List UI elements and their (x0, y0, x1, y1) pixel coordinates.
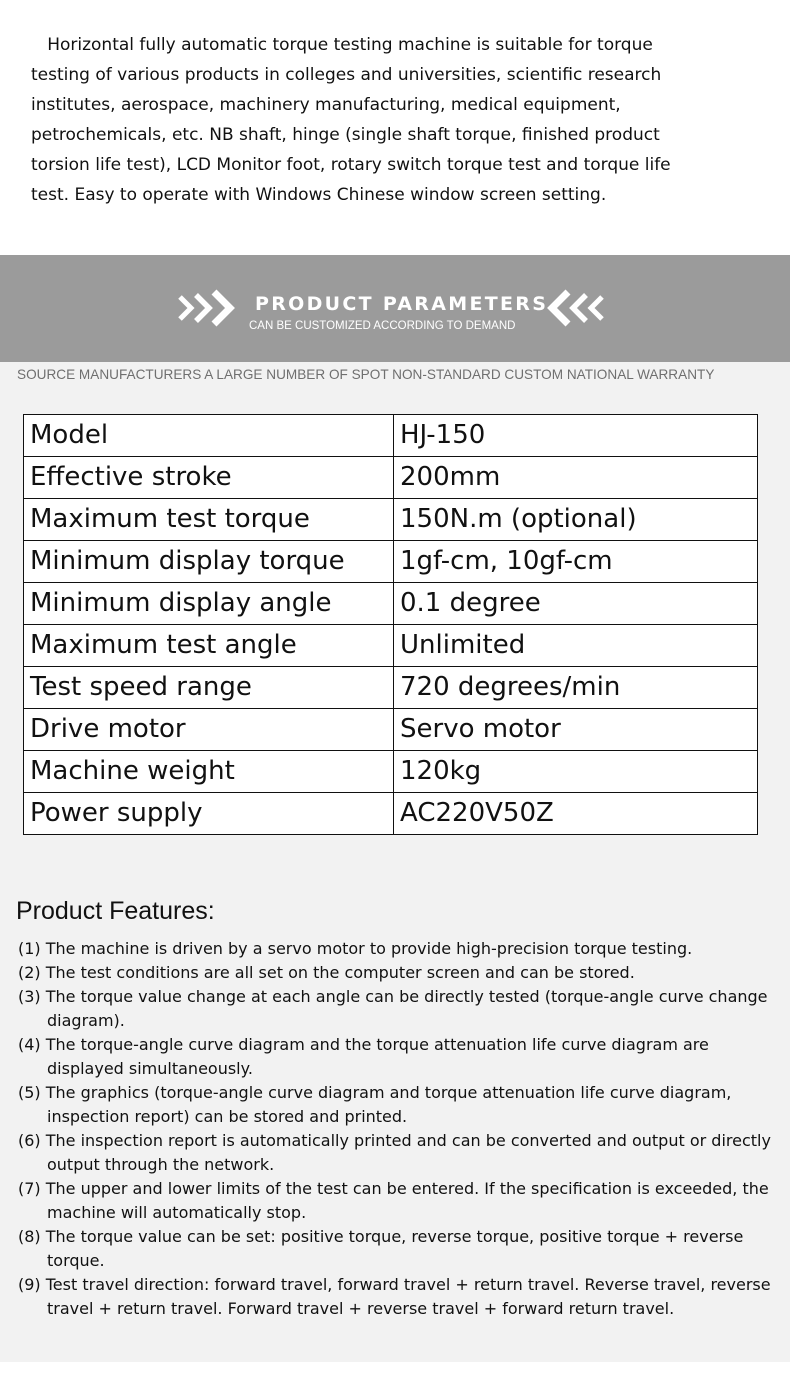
list-item: (9) Test travel direction: forward travel, forward travel + return travel. Reverse travel, reverse travel + return travel. Forward travel + reverse travel + forward return travel. (18, 1275, 771, 1318)
features-list (18, 937, 778, 1321)
intro-paragraph (31, 30, 771, 210)
table-row (24, 709, 758, 751)
table-row (24, 541, 758, 583)
list-item: (2) The test conditions are all set on the computer screen and can be stored. (18, 963, 635, 982)
list-item: (4) The torque-angle curve diagram and the torque attenuation life curve diagram are displayed simultaneously. (18, 1035, 709, 1078)
list-item: (1) The machine is driven by a servo motor to provide high-precision torque testing. (18, 939, 693, 958)
table-row (24, 415, 758, 457)
intro-line: institutes, aerospace, machinery manufacturing, medical equipment, (31, 95, 621, 115)
parameter-value: 120kg (394, 751, 758, 793)
parameter-label: Drive motor (24, 709, 394, 751)
table-row (24, 667, 758, 709)
parameter-label: Model (24, 415, 394, 457)
features-heading: Product Features: (16, 897, 215, 925)
parameter-label: Test speed range (24, 667, 394, 709)
warranty-slogan: SOURCE MANUFACTURERS A LARGE NUMBER OF SPOT NON-STANDARD CUSTOM NATIONAL WARRANTY (17, 367, 715, 382)
banner-title: PRODUCT PARAMETERS (255, 293, 549, 315)
chevrons-left-icon (540, 288, 606, 328)
list-item: (6) The inspection report is automatically printed and can be converted and output or directly output through the network. (18, 1131, 771, 1174)
table-row (24, 583, 758, 625)
product-parameters-banner (0, 255, 790, 362)
parameter-label: Minimum display torque (24, 541, 394, 583)
parameter-label: Maximum test angle (24, 625, 394, 667)
list-item: (7) The upper and lower limits of the test can be entered. If the specification is exceeded, the machine will automatically stop. (18, 1179, 769, 1222)
parameters-table (23, 414, 758, 835)
intro-line: petrochemicals, etc. NB shaft, hinge (single shaft torque, finished product (31, 125, 660, 145)
table-row (24, 793, 758, 835)
parameter-label: Machine weight (24, 751, 394, 793)
intro-line: torsion life test), LCD Monitor foot, rotary switch torque test and torque life (31, 155, 671, 175)
parameter-value: Servo motor (394, 709, 758, 751)
parameter-label: Minimum display angle (24, 583, 394, 625)
parameter-value: 1gf-cm, 10gf-cm (394, 541, 758, 583)
parameter-value: 0.1 degree (394, 583, 758, 625)
parameter-value: 150N.m (optional) (394, 499, 758, 541)
table-row (24, 751, 758, 793)
table-row (24, 457, 758, 499)
parameter-label: Effective stroke (24, 457, 394, 499)
table-row (24, 499, 758, 541)
parameter-value: 720 degrees/min (394, 667, 758, 709)
table-row (24, 625, 758, 667)
parameter-value: HJ-150 (394, 415, 758, 457)
intro-line: Horizontal fully automatic torque testing machine is suitable for torque (31, 35, 653, 55)
list-item: (3) The torque value change at each angle can be directly tested (torque-angle curve change diagram). (18, 987, 768, 1030)
page-bottom (0, 1362, 790, 1377)
parameter-value: 200mm (394, 457, 758, 499)
list-item: (5) The graphics (torque-angle curve diagram and torque attenuation life curve diagram, inspection report) can be stored and printed. (18, 1083, 732, 1126)
intro-line: testing of various products in colleges and universities, scientific research (31, 65, 662, 85)
banner-subtitle: CAN BE CUSTOMIZED ACCORDING TO DEMAND (249, 320, 516, 332)
parameter-label: Maximum test torque (24, 499, 394, 541)
parameter-value: Unlimited (394, 625, 758, 667)
parameter-value: AC220V50Z (394, 793, 758, 835)
parameter-label: Power supply (24, 793, 394, 835)
chevrons-right-icon (176, 288, 242, 328)
list-item: (8) The torque value can be set: positive torque, reverse torque, positive torque + reverse torque. (18, 1227, 744, 1270)
intro-line: test. Easy to operate with Windows Chinese window screen setting. (31, 185, 607, 205)
